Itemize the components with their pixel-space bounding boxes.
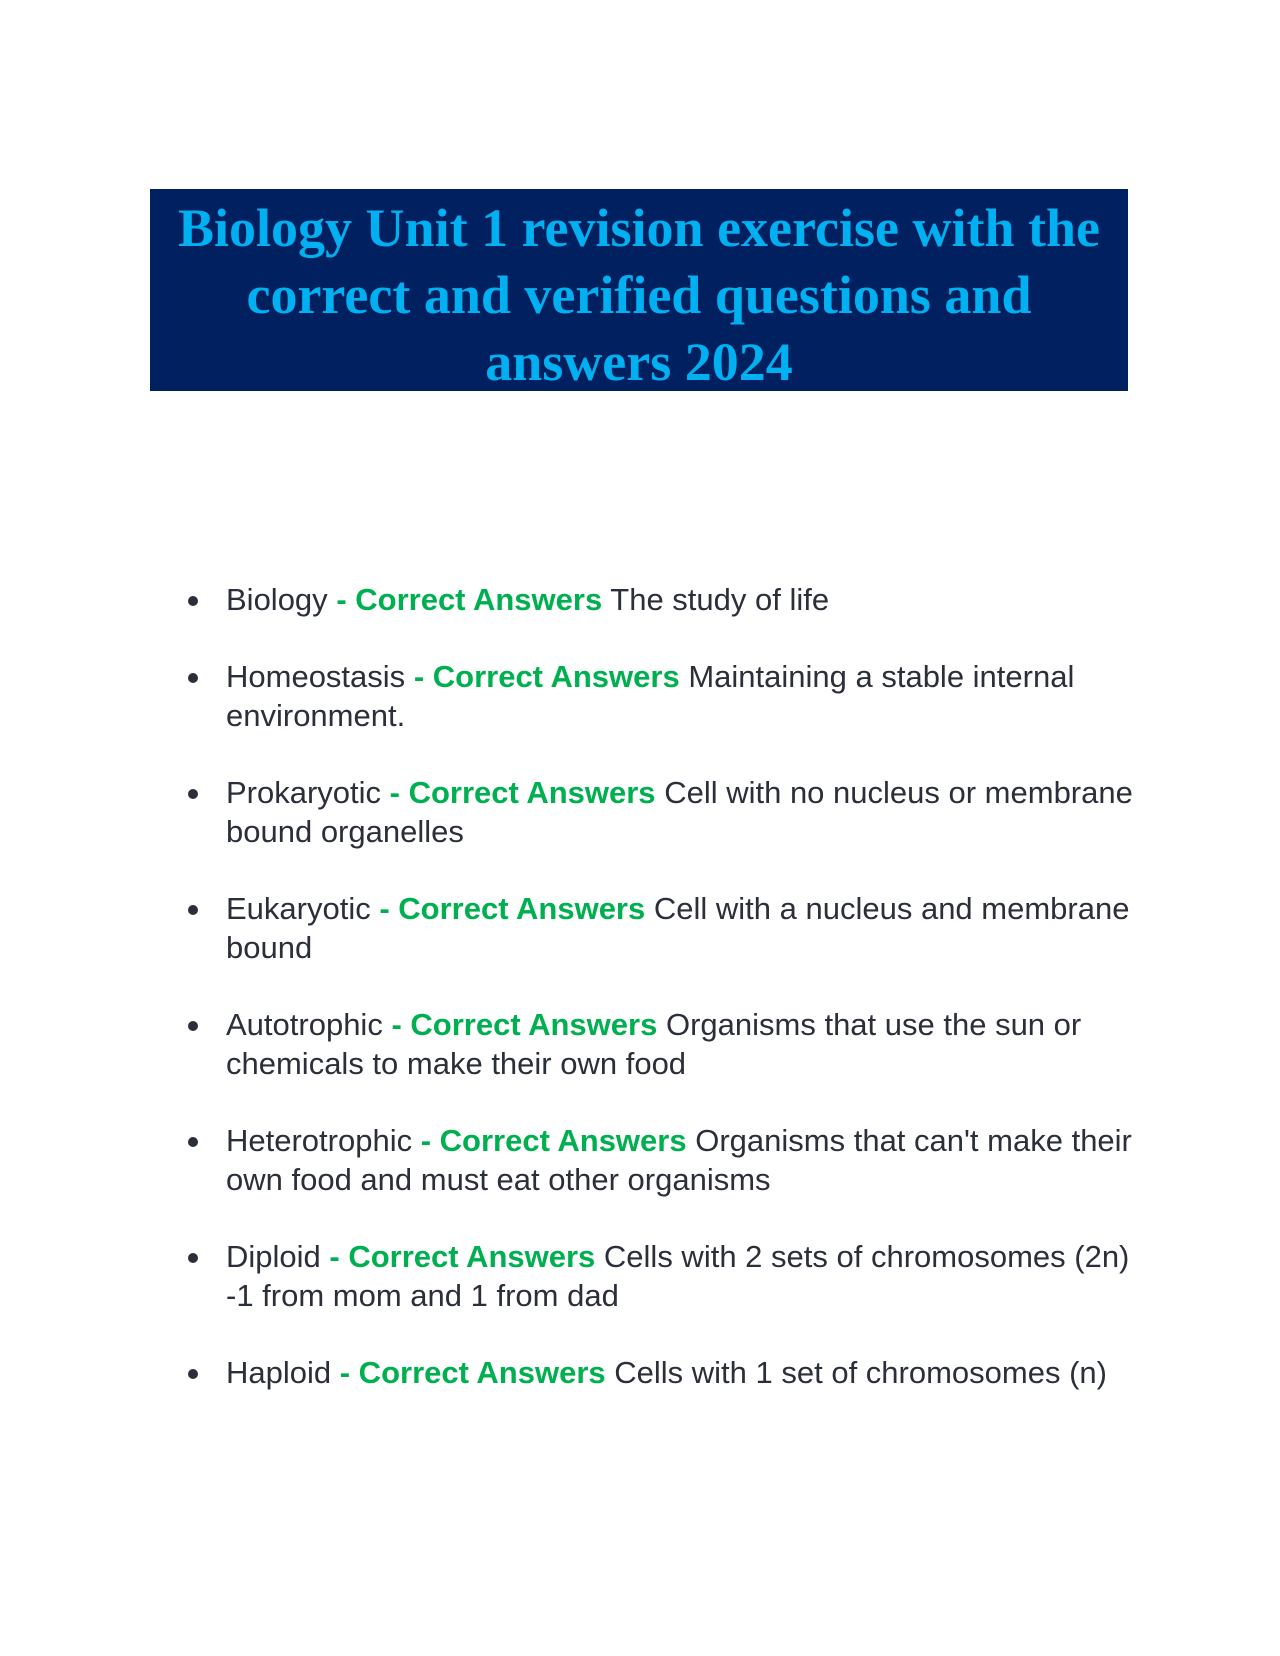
term: Homeostasis bbox=[226, 659, 406, 694]
definition: Cells with 1 set of chromosomes (n) bbox=[614, 1355, 1107, 1390]
answer-marker: - Correct Answers bbox=[420, 1123, 687, 1158]
definition: Cells with 2 sets of chromosomes (2n) -1 from mom and 1 from dad bbox=[226, 1239, 1130, 1313]
list-item bbox=[185, 1237, 1135, 1315]
list-item bbox=[185, 1121, 1135, 1199]
bullet-icon bbox=[188, 1021, 198, 1031]
answer-marker: - Correct Answers bbox=[336, 582, 603, 617]
answer-marker: - Correct Answers bbox=[391, 1007, 658, 1042]
list-item bbox=[185, 1005, 1135, 1083]
term: Prokaryotic bbox=[226, 775, 382, 810]
answer-marker: - Correct Answers bbox=[389, 775, 656, 810]
term: Haploid bbox=[226, 1355, 332, 1390]
definition: The study of life bbox=[610, 582, 830, 617]
answer-marker: - Correct Answers bbox=[413, 659, 680, 694]
answer-marker: - Correct Answers bbox=[339, 1355, 606, 1390]
list-item bbox=[185, 657, 1135, 735]
definition: Organisms that use the sun or chemicals to make their own food bbox=[226, 1007, 1082, 1081]
term: Autotrophic bbox=[226, 1007, 383, 1042]
term: Diploid bbox=[226, 1239, 321, 1274]
answer-marker: - Correct Answers bbox=[329, 1239, 596, 1274]
bullet-icon bbox=[188, 905, 198, 915]
document-title: Biology Unit 1 revision exercise with the correct and verified questions and answers 2024 bbox=[178, 198, 1100, 392]
term: Eukaryotic bbox=[226, 891, 371, 926]
title-banner bbox=[150, 189, 1128, 391]
bullet-icon bbox=[188, 1369, 198, 1379]
definition: Cell with no nucleus or membrane bound organelles bbox=[226, 775, 1133, 849]
qa-list bbox=[185, 580, 1135, 1430]
bullet-icon bbox=[188, 789, 198, 799]
term: Heterotrophic bbox=[226, 1123, 413, 1158]
list-item bbox=[185, 889, 1135, 967]
definition: Organisms that can't make their own food and must eat other organisms bbox=[226, 1123, 1132, 1197]
list-item bbox=[185, 773, 1135, 851]
term: Biology bbox=[226, 582, 328, 617]
list-item bbox=[185, 580, 1135, 619]
definition: Cell with a nucleus and membrane bound bbox=[226, 891, 1130, 965]
definition: Maintaining a stable internal environment. bbox=[226, 659, 1075, 733]
bullet-icon bbox=[188, 1253, 198, 1263]
bullet-icon bbox=[188, 1137, 198, 1147]
bullet-icon bbox=[188, 596, 198, 606]
bullet-icon bbox=[188, 673, 198, 683]
answer-marker: - Correct Answers bbox=[379, 891, 646, 926]
list-item bbox=[185, 1353, 1135, 1392]
